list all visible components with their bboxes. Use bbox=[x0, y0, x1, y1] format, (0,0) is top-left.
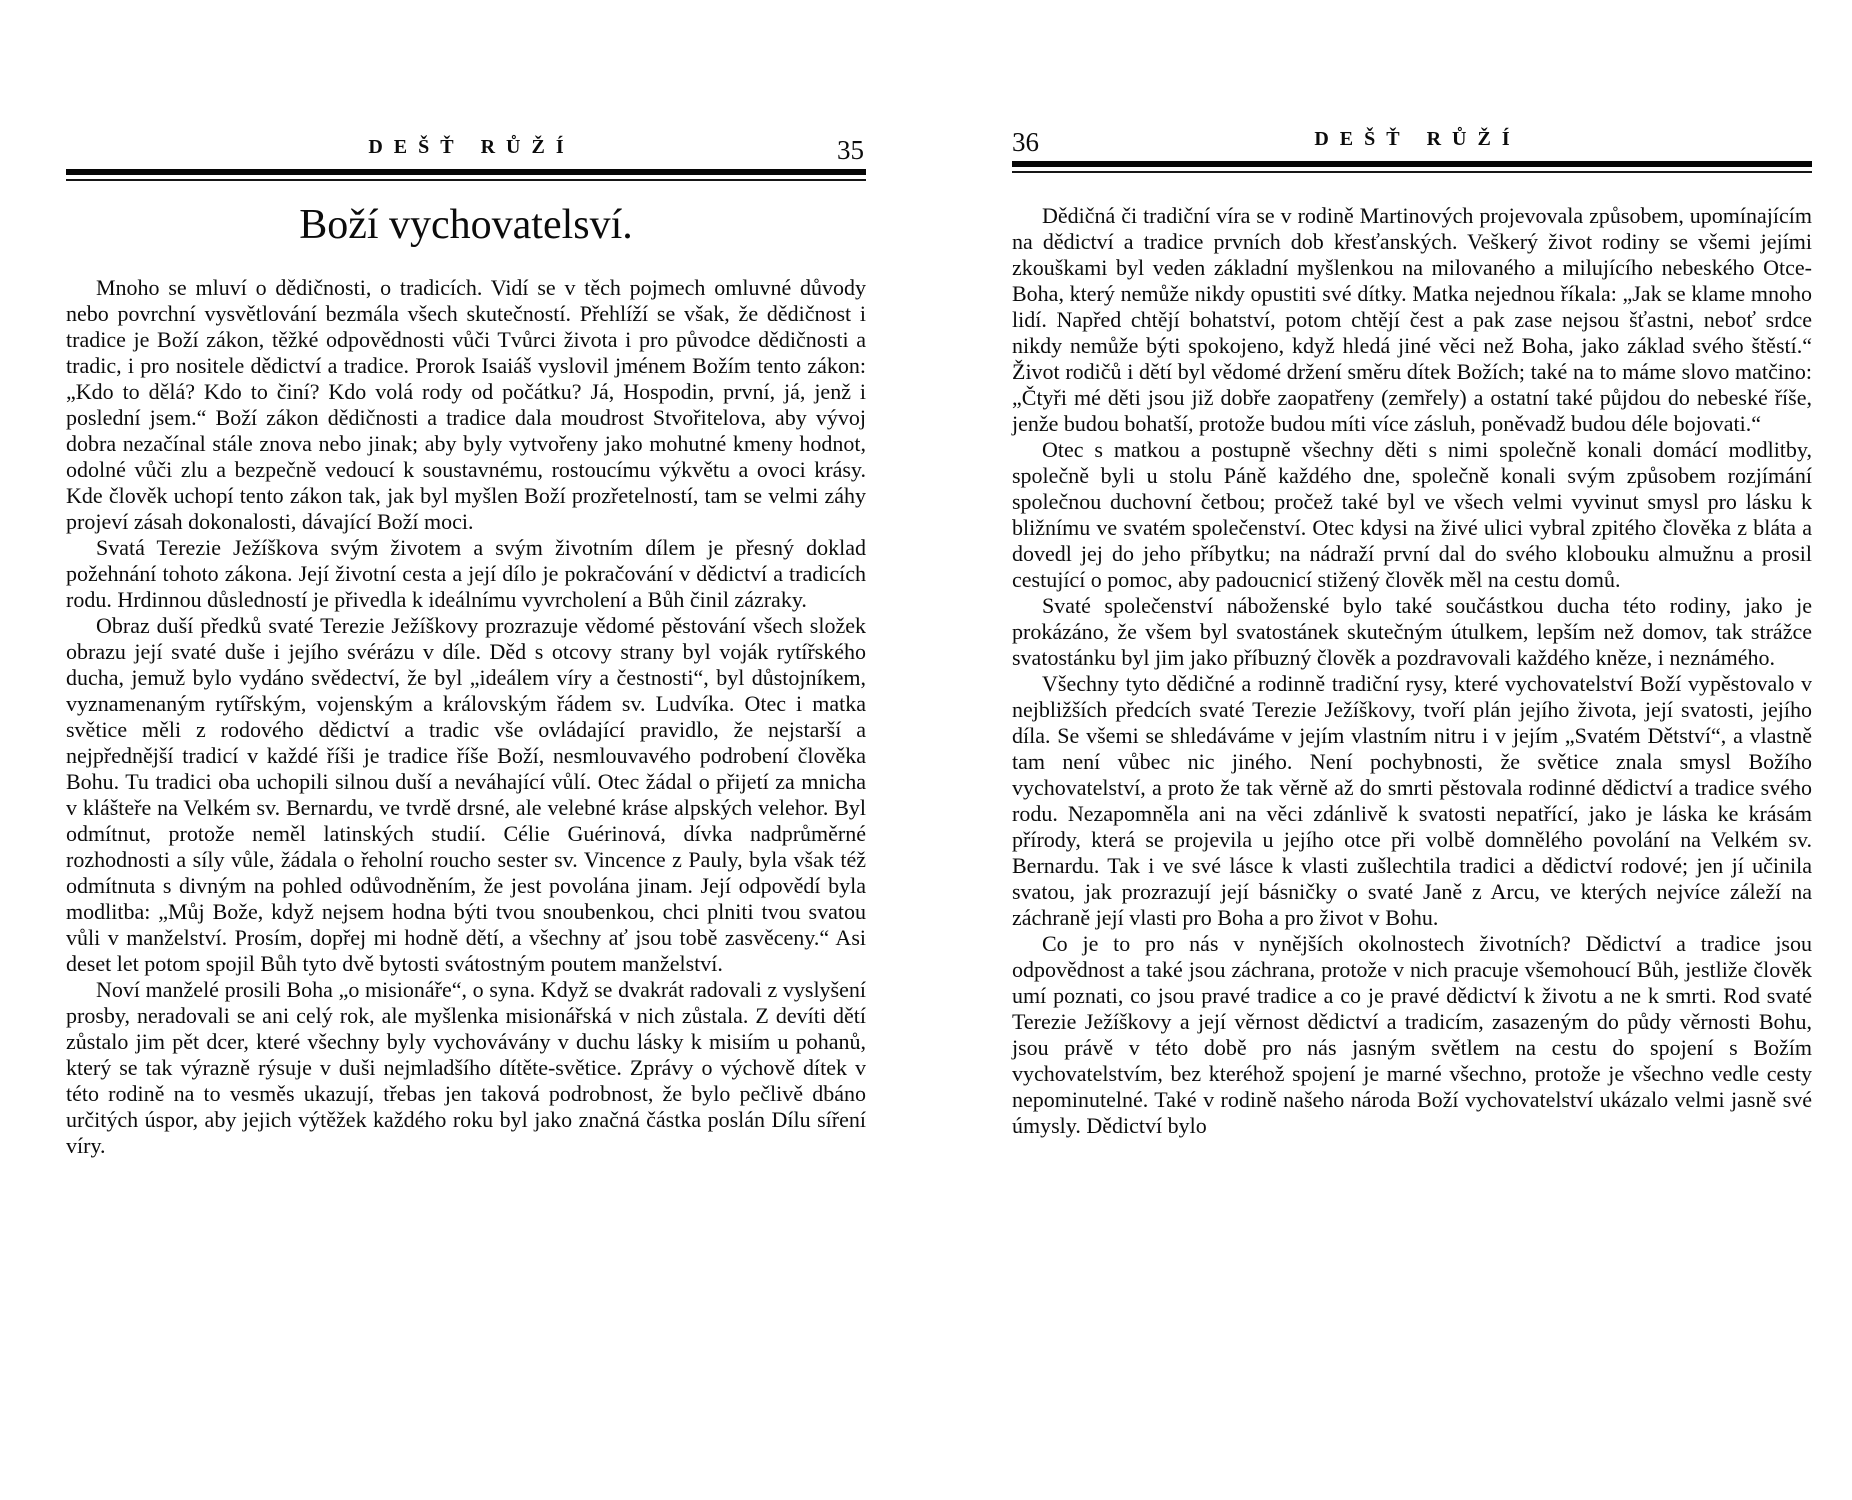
running-title: DEŠŤ RŮŽÍ bbox=[1314, 128, 1521, 150]
paragraph: Svatá Terezie Ježíškova svým životem a svým životním dílem je přesný doklad požehnání tohoto zákona. Její životní cesta a její dílo je pokračování v dědictví a tradicích rodu. Hrdinnou důsledností je přivedla k ideálnímu vyvrcholení a Bůh činil zázraky. bbox=[66, 535, 866, 613]
paragraph: Noví manželé prosili Boha „o misionáře“, o syna. Když se dvakrát radovali z vyslyšení prosby, neradovali se ani celý rok, ale myšlenka misionářská v nich zůstala. Z devíti dětí zůstalo jim pět dcer, které všechny byly vychovávány v duchu lásky k misiím u pohanů, který se tak výrazně rýsuje v duši nejmladšího dítěte-světice. Zprávy o výchově dítek v této rodině na to vesměs ukazují, třebas jen taková podrobnost, že bylo pečlivě dbáno určitých úspor, aby jejich výtěžek každého roku byl jako značná částka poslán Dílu síření víry. bbox=[66, 977, 866, 1159]
paragraph: Svaté společenství náboženské bylo také součástkou ducha této rodiny, jako je prokázáno, že všem byl svatostánek skutečným útulkem, lepším než domov, tak strážce svatostánku byl jim jako příbuzný člověk a pozdravovali každého kněze, i neznámého. bbox=[1012, 593, 1812, 670]
page-header bbox=[1012, 128, 1812, 173]
header-row bbox=[66, 135, 866, 165]
paragraph: Obraz duší předků svaté Terezie Ježíškovy prozrazuje vědomé pěstování všech složek obrazu její svaté duše i jejího svérázu v díle. Děd s otcovy strany byl voják rytířského ducha, jemuž bylo vydáno svědectví, že byl „ideálem víry a čestnosti“, byl důstojníkem, vyznamenaným rytířským, vojenským a královským řádem sv. Ludvíka. Otec i matka světice měli z rodového dědictví a tradic vše ovládající pravidlo, že nejstarší a nejpřednější tradicí v každé říši je tradice říše Boží, nesmlouvavého podrobení člověka Bohu. Tu tradici oba uchopili silnou duší a neváhající vůlí. Otec žádal o přijetí za mnicha v klášteře na Velkém sv. Bernardu, ve tvrdě drsné, ale velebné kráse alpských velehor. Byl odmítnut, protože neměl latinských studií. Célie Guérinová, dívka nadprůměrné rozhodnosti a síly vůle, žádala o řeholní roucho sester sv. Vincence z Pauly, byla však též odmítnuta s divným na pohled odůvodněním, že jest povolána jinam. Její odpovědí byla modlitba: „Můj Bože, když nejsem hodna býti tvou snoubenkou, chci plniti tvou svatou vůli v manželství. Prosím, dopřej mi hodně dětí, a všechny ať jsou tobě zasvěceny.“ Asi deset let potom spojil Bůh tyto dvě bytosti svátostným poutem manželství. bbox=[66, 613, 866, 977]
paragraph: Co je to pro nás v nynějších okolnostech životních? Dědictví a tradice jsou odpovědnost a také jsou záchrana, protože v nich pracuje všemohoucí Bůh, jestliže člověk umí poznati, co jsou pravé tradice a co je pravé dědictví k životu a ne k smrti. Rod svaté Terezie Ježíškovy a její věrnost dědictví a tradicím, zasazeným do půdy věrnosti Bohu, jsou právě v této době pro nás jasným světlem na cestu do spojení s Božím vychovatelstvím, bez kteréhož spojení je marné všechno, protože je všechno vedle cesty nepominutelné. Také v rodině našeho národa Boží vychovatelství ukázalo velmi jasně své úmysly. Dědictví bylo bbox=[1012, 931, 1812, 1138]
paragraph: Dědičná či tradiční víra se v rodině Martinových projevovala způsobem, upomínajícím na dědictví a tradice prvních dob křesťanských. Veškerý život rodiny se všemi jejími zkouškami byl veden základní myšlenkou na milovaného a milujícího nebeského Otce-Boha, který nemůže nikdy opustiti své dítky. Matka nejednou říkala: „Jak se klame mnoho lidí. Napřed chtějí bohatství, potom chtějí čest a pak zase nejsou šťastni, neboť srdce nikdy nemůže býti spokojeno, když hledá jiné věci než Boha, jako základ svého štěstí.“ Život rodičů i dětí byl vědomé držení směru dítek Božích; také na to máme slovo matčino: „Čtyři mé děti jsou již dobře zaopatřeny (zemřely) a ostatní také půjdou do nebeské říše, jenže budou bohatší, protože budou míti více zásluh, poněvadž budou déle bojovati.“ bbox=[1012, 203, 1812, 436]
paragraph: Otec s matkou a postupně všechny děti s nimi společně konali domácí modlitby, společně byli u stolu Páně každého dne, společně konali svým způsobem rozjímání společnou duchovní četbou; pročež také byl ve všech velmi vyvinut smysl pro lásku k bližnímu ve svatém společenství. Otec kdysi na živé ulici vybral zpitého člověka z bláta a dovedl jej do jeho příbytku; na nádraží první dal do svého klobouku almužnu a prosil cestující o pomoc, aby padoucnicí stižený člověk měl na cestu domů. bbox=[1012, 437, 1812, 592]
paragraph: Všechny tyto dědičné a rodinně tradiční rysy, které vychovatelství Boží vypěstovalo v nejbližších předcích svaté Terezie Ježíškovy, tvoří plán jejího života, její svatosti, jejího díla. Se všemi se shledáváme v jejím vlastním nitru i v jejím „Svatém Dětství“, a vlastně tam není vůbec nic jiného. Není pochybnosti, že světice znala smysl Božího vychovatelství, a proto že tak věrně až do smrti pěstovala rodinné dědictví a tradice svého rodu. Nezapomněla ani na věci zdánlivě k svatosti nepatřící, jako je láska ke krásám přírody, která se projevila u jejího otce při volbě domnělého povolání na Velkém sv. Bernardu. Tak i ve své lásce k vlasti zušlechtila tradici a dědictví rodové; jen jí učinila svatou, jak prozrazují její básničky o svaté Janě z Arcu, ve kterých nejvíce záleží na záchraně její vlasti pro Boha a pro život v Bohu. bbox=[1012, 671, 1812, 930]
page-number: 35 bbox=[837, 135, 864, 165]
header-rule-thick bbox=[1012, 161, 1812, 167]
page-number: 36 bbox=[1012, 127, 1039, 157]
header-row bbox=[1012, 127, 1812, 157]
page-header bbox=[66, 136, 866, 181]
header-rule-thin bbox=[66, 179, 866, 181]
paragraph: Mnoho se mluví o dědičnosti, o tradicích. Vidí se v těch pojmech omluvné důvody nebo povrchní vysvětlování bezmála všech skutečností. Přehlíží se však, že dědičnost i tradice je Boží zákon, těžké odpovědnosti vůči Tvůrci života i pro původce dědičnosti a tradic, i pro nositele dědictví a tradice. Prorok Isaiáš vyslovil jménem Božím tento zákon: „Kdo to dělá? Kdo to činí? Kdo volá rody od počátku? Já, Hospodin, první, já, jenž i poslední jsem.“ Boží zákon dědičnosti a tradice dala moudrost Stvořitelova, aby vývoj dobra nezačínal stále znova nebo jinak; aby byly vytvořeny jako mohutné kmeny hodnot, odolné vůči zlu a bezpečně vedoucí k soustavnému, rostoucímu výkvětu a ovoci krásy. Kde člověk uchopí tento zákon tak, jak byl myšlen Boží prozřetelností, tam se velmi záhy projeví zásah dokonalosti, dávající Boží moci. bbox=[66, 275, 866, 535]
header-rule-thin bbox=[1012, 171, 1812, 173]
running-title: DEŠŤ RŮŽÍ bbox=[368, 136, 575, 158]
page-left bbox=[66, 0, 866, 1500]
chapter-title: Boží vychovatelsví. bbox=[299, 202, 633, 248]
page-body bbox=[1012, 203, 1812, 1139]
page-body bbox=[66, 275, 866, 1159]
page-right bbox=[1012, 0, 1812, 1500]
header-rule-thick bbox=[66, 169, 866, 175]
